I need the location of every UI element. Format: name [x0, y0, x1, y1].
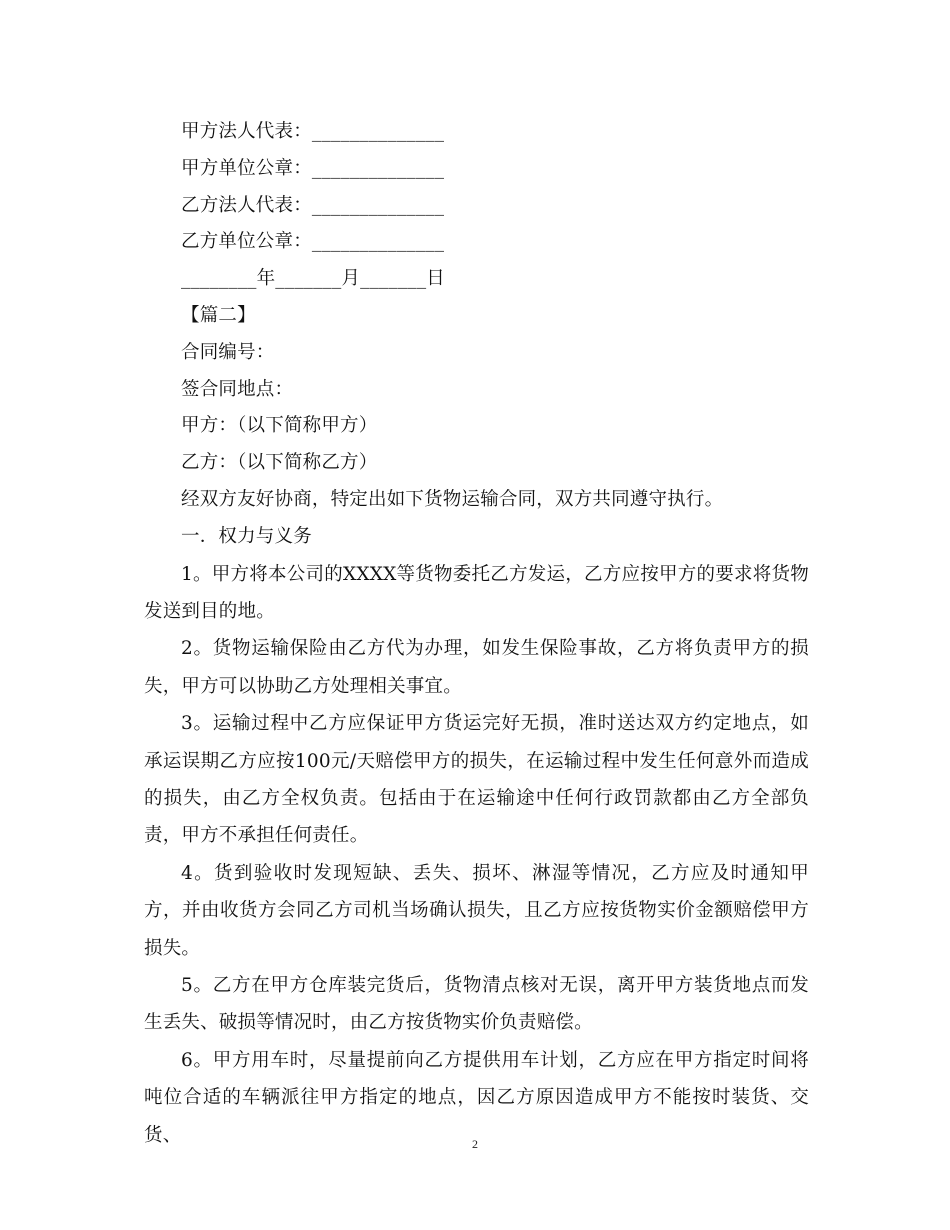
chapter-title: 一．权力与义务: [181, 525, 312, 547]
clause-5: 5。乙方在甲方仓库装完货后，货物清点核对无误，离开甲方装货地点而发生丢失、破损等情况时，由乙方按货物实价负责赔偿。: [144, 975, 809, 1034]
document-body: [144, 114, 809, 1154]
page-number: 2: [472, 1137, 478, 1151]
clause-2: 2。货物运输保险由乙方代为办理，如发生保险事故，乙方将负责甲方的损失，甲方可以协助乙方处理相关事宜。: [144, 638, 809, 697]
party-b-seal-line: 乙方单位公章：______________: [181, 231, 445, 253]
clause-1: 1。甲方将本公司的XXXX等货物委托乙方发运，乙方应按甲方的要求将货物发送到目的地。: [144, 563, 809, 622]
date-line: ________年_______月_______日: [181, 268, 446, 290]
intro-line: 经双方友好协商，特定出如下货物运输合同，双方共同遵守执行。: [181, 488, 724, 510]
party-a-line: 甲方：（以下简称甲方）: [181, 415, 378, 437]
signing-place-line: 签合同地点：: [181, 378, 294, 400]
party-a-seal-line: 甲方单位公章：______________: [181, 157, 445, 179]
clause-6: 6。甲方用车时，尽量提前向乙方提供用车计划，乙方应在甲方指定时间将吨位合适的车辆派往甲方指定的地点，因乙方原因造成甲方不能按时装货、交货、: [144, 1049, 809, 1146]
section-heading: 【篇二】: [181, 304, 256, 326]
party-a-representative-line: 甲方法人代表：______________: [181, 121, 445, 142]
clause-3: 3。运输过程中乙方应保证甲方货运完好无损，准时送达双方约定地点，如承运误期乙方应按100元/天赔偿甲方的损失，在运输过程中发生任何意外而造成的损失，由乙方全权负责。包括由于在运输途中任何行政罚款都由乙方全部负责，甲方不承担任何责任。: [144, 713, 809, 847]
party-b-line: 乙方：（以下简称乙方）: [181, 452, 378, 474]
clause-4: 4。货到验收时发现短缺、丢失、损坏、淋湿等情况，乙方应及时通知甲方，并由收货方会同乙方司机当场确认损失，且乙方应按货物实价金额赔偿甲方损失。: [144, 862, 809, 959]
contract-number-line: 合同编号：: [181, 341, 275, 363]
party-b-representative-line: 乙方法人代表：______________: [181, 194, 445, 216]
